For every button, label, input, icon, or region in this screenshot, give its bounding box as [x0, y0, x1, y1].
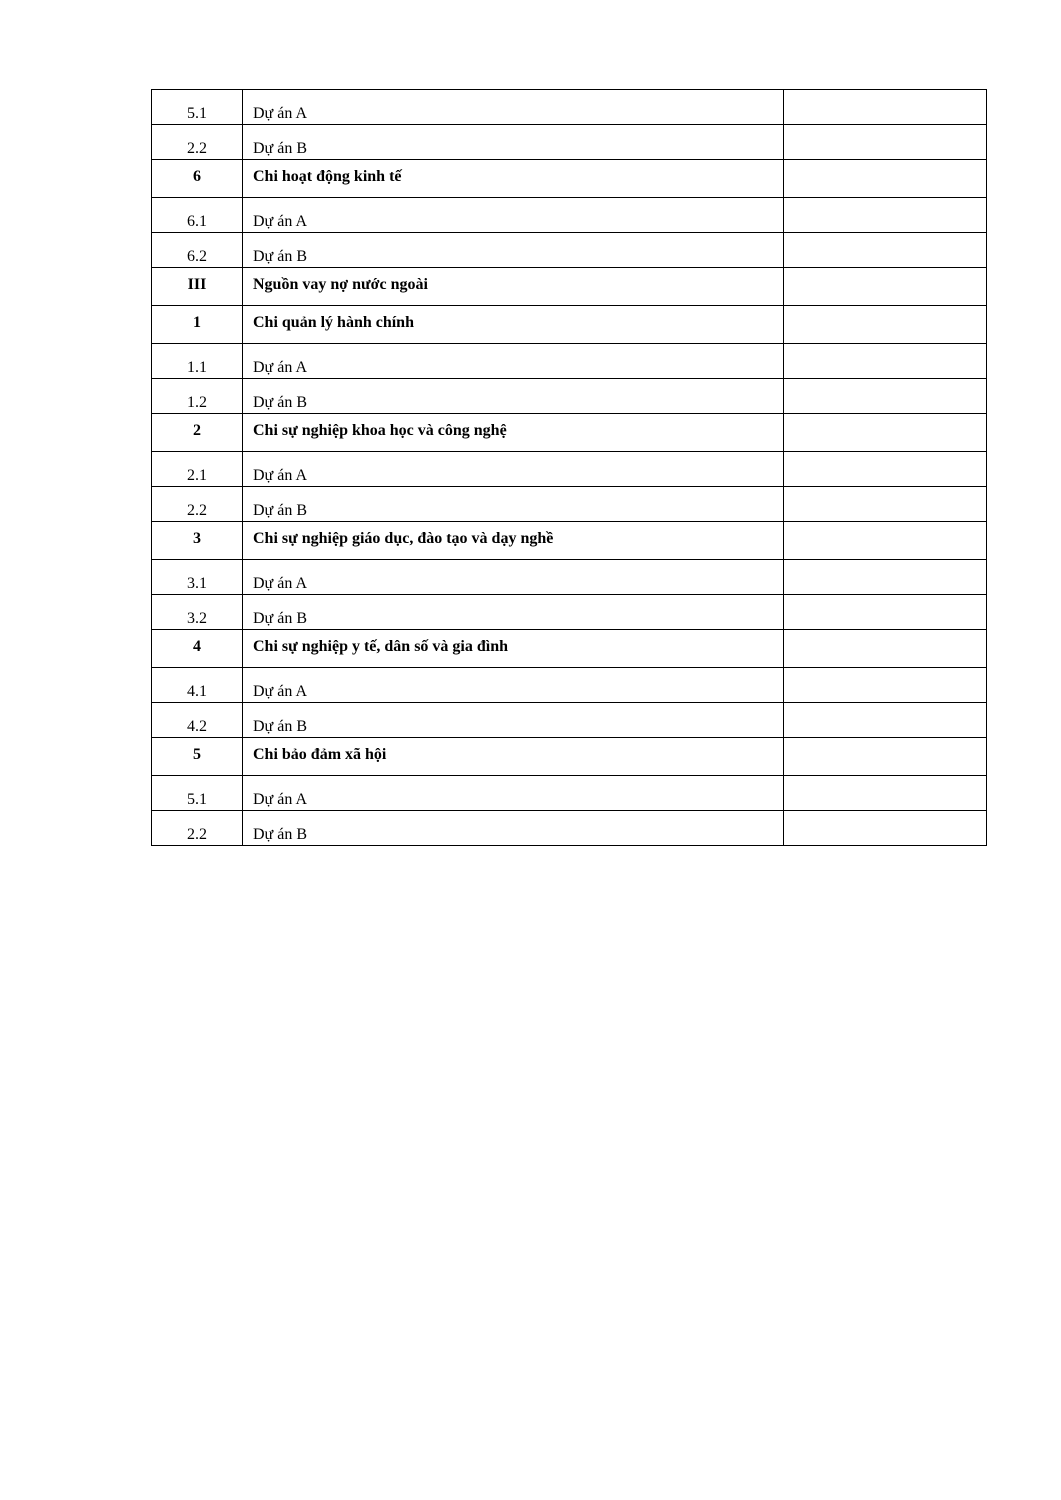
row-value [784, 379, 987, 414]
row-value [784, 268, 987, 306]
row-number: 4.1 [152, 668, 243, 703]
row-value [784, 738, 987, 776]
row-number: 3 [152, 522, 243, 560]
table-row [152, 487, 987, 522]
row-number: 5.1 [152, 776, 243, 811]
table-row [152, 811, 987, 846]
table-row [152, 379, 987, 414]
table-row [152, 560, 987, 595]
row-value [784, 414, 987, 452]
row-value [784, 703, 987, 738]
table-row [152, 452, 987, 487]
row-value [784, 487, 987, 522]
row-value [784, 160, 987, 198]
row-number: 2.2 [152, 487, 243, 522]
row-value [784, 233, 987, 268]
table-section-row [152, 630, 987, 668]
row-value [784, 306, 987, 344]
row-value [784, 668, 987, 703]
row-number: 5 [152, 738, 243, 776]
row-number: 2.1 [152, 452, 243, 487]
row-label: Chi sự nghiệp khoa học và công nghệ [243, 414, 784, 452]
row-value [784, 90, 987, 125]
table-row [152, 668, 987, 703]
table-section-row [152, 738, 987, 776]
row-number: 6 [152, 160, 243, 198]
table-section-row [152, 522, 987, 560]
budget-table [151, 89, 987, 846]
row-label: Dự án B [243, 125, 784, 160]
row-number: 1.2 [152, 379, 243, 414]
row-number: 5.1 [152, 90, 243, 125]
row-number: 1 [152, 306, 243, 344]
row-label: Dự án A [243, 90, 784, 125]
budget-table-body [152, 90, 987, 846]
table-section-row [152, 160, 987, 198]
row-label: Dự án A [243, 452, 784, 487]
row-number: 6.2 [152, 233, 243, 268]
row-value [784, 522, 987, 560]
row-value [784, 198, 987, 233]
row-value [784, 344, 987, 379]
row-label: Dự án A [243, 776, 784, 811]
row-number: 4.2 [152, 703, 243, 738]
table-row [152, 125, 987, 160]
row-value [784, 595, 987, 630]
table-row [152, 344, 987, 379]
row-label: Dự án B [243, 233, 784, 268]
row-label: Nguồn vay nợ nước ngoài [243, 268, 784, 306]
row-label: Dự án B [243, 595, 784, 630]
row-label: Dự án A [243, 560, 784, 595]
row-label: Dự án B [243, 703, 784, 738]
table-row [152, 198, 987, 233]
row-value [784, 125, 987, 160]
row-number: III [152, 268, 243, 306]
row-value [784, 452, 987, 487]
row-value [784, 560, 987, 595]
row-label: Chi sự nghiệp giáo dục, đào tạo và dạy nghề [243, 522, 784, 560]
row-label: Dự án A [243, 198, 784, 233]
row-value [784, 630, 987, 668]
table-section-row [152, 414, 987, 452]
table-row [152, 703, 987, 738]
row-number: 3.1 [152, 560, 243, 595]
table-row [152, 90, 987, 125]
table-section-row [152, 268, 987, 306]
row-number: 2.2 [152, 811, 243, 846]
row-number: 4 [152, 630, 243, 668]
row-value [784, 811, 987, 846]
row-label: Chi quản lý hành chính [243, 306, 784, 344]
row-label: Dự án B [243, 379, 784, 414]
row-number: 2 [152, 414, 243, 452]
row-number: 2.2 [152, 125, 243, 160]
table-section-row [152, 306, 987, 344]
row-label: Dự án A [243, 344, 784, 379]
row-label: Chi hoạt động kinh tế [243, 160, 784, 198]
table-row [152, 595, 987, 630]
row-number: 1.1 [152, 344, 243, 379]
row-label: Chi bảo đảm xã hội [243, 738, 784, 776]
row-label: Dự án A [243, 668, 784, 703]
table-row [152, 776, 987, 811]
row-value [784, 776, 987, 811]
row-label: Chi sự nghiệp y tế, dân số và gia đình [243, 630, 784, 668]
row-number: 6.1 [152, 198, 243, 233]
row-label: Dự án B [243, 487, 784, 522]
row-label: Dự án B [243, 811, 784, 846]
table-row [152, 233, 987, 268]
row-number: 3.2 [152, 595, 243, 630]
